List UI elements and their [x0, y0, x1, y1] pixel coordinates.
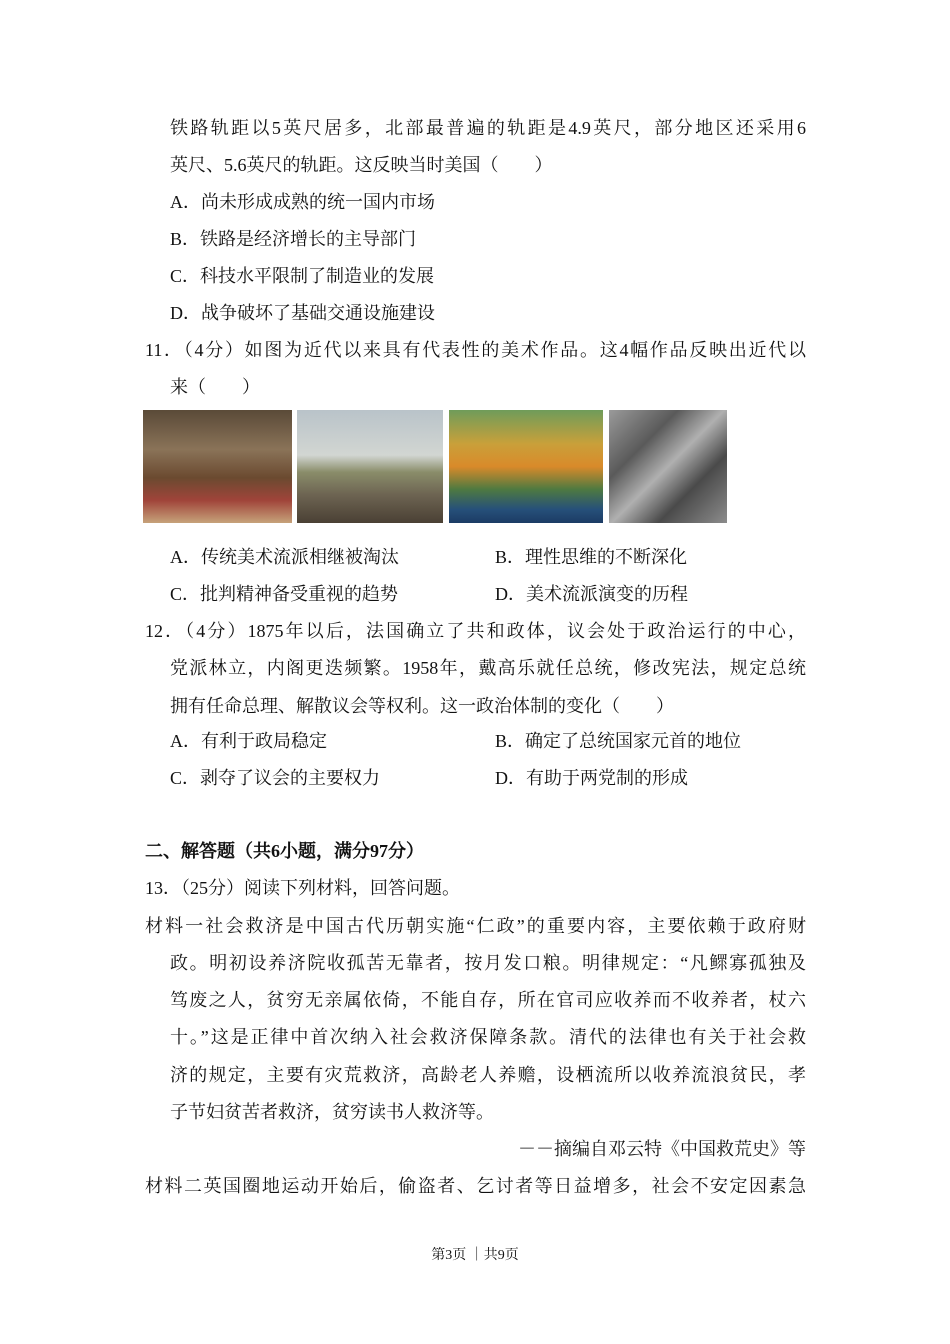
material-2-line: 材料二英国圈地运动开始后，偷盗者、乞讨者等日益增多，社会不安定因素急 [145, 1176, 806, 1196]
q10-option-c: C．科技水平限制了制造业的发展 [170, 266, 435, 286]
material-1-line: 笃废之人，贫穷无亲属依倚，不能自存，所在官司应收养而不收养者，杖六 [170, 990, 806, 1010]
material-1-line: 子节妇贫苦者救济，贫穷读书人救济等。 [170, 1102, 494, 1122]
q11-option-d: D．美术流派演变的历程 [495, 584, 688, 604]
artwork-neoclassical-painting [143, 410, 292, 523]
artwork-cubist-painting [609, 410, 727, 523]
q11-stem-cont: 来（ ） [170, 377, 260, 397]
material-1-source: －－摘编自邓云特《中国救荒史》等 [518, 1139, 806, 1159]
q10-text-line: 铁路轨距以5英尺居多，北部最普遍的轨距是4.9英尺，部分地区还采用6 [170, 118, 806, 138]
section-title: 二、解答题（共6小题，满分97分） [145, 841, 424, 861]
q12-option-a: A．有利于政局稳定 [170, 731, 327, 751]
q12-stem: 12．（4分）1875年以后，法国确立了共和政体，议会处于政治运行的中心， [145, 621, 806, 641]
material-1-line: 济的规定，主要有灾荒救济，高龄老人养赡，设栖流所以收养流浪贫民，孝 [170, 1065, 806, 1085]
q10-option-a: A．尚未形成成熟的统一国内市场 [170, 192, 435, 212]
q12-stem-cont: 党派林立，内阁更迭频繁。1958年，戴高乐就任总统，修改宪法，规定总统 [170, 658, 806, 678]
q12-option-b: B．确定了总统国家元首的地位 [495, 731, 742, 751]
material-1-line: 十。”这是正律中首次纳入社会救济保障条款。清代的法律也有关于社会救 [170, 1027, 806, 1047]
page-footer: 第3页 ｜共9页 [431, 1248, 519, 1263]
q13-stem: 13．（25分）阅读下列材料，回答问题。 [145, 878, 460, 898]
q11-option-c: C．批判精神备受重视的趋势 [170, 584, 399, 604]
q10-option-d: D．战争破坏了基础交通设施建设 [170, 303, 435, 323]
q12-option-d: D．有助于两党制的形成 [495, 768, 688, 788]
material-1-line: 政。明初设养济院收孤苦无靠者，按月发口粮。明律规定：“凡鳏寡孤独及 [170, 953, 806, 973]
q11-option-a: A．传统美术流派相继被淘汰 [170, 547, 399, 567]
q10-option-b: B．铁路是经济增长的主导部门 [170, 229, 417, 249]
q11-stem: 11．（4分）如图为近代以来具有代表性的美术作品。这4幅作品反映出近代以 [145, 340, 806, 360]
q10-text-line: 英尺、5.6英尺的轨距。这反映当时美国（ ） [170, 155, 553, 175]
q12-stem-cont: 拥有任命总理、解散议会等权利。这一政治体制的变化（ ） [170, 696, 674, 716]
material-1-line: 材料一社会救济是中国古代历朝实施“仁政”的重要内容，主要依赖于政府财 [145, 916, 806, 936]
q12-option-c: C．剥夺了议会的主要权力 [170, 768, 381, 788]
q11-option-b: B．理性思维的不断深化 [495, 547, 688, 567]
artwork-realist-plowing-painting [297, 410, 443, 523]
artwork-impressionist-landscape [449, 410, 603, 523]
